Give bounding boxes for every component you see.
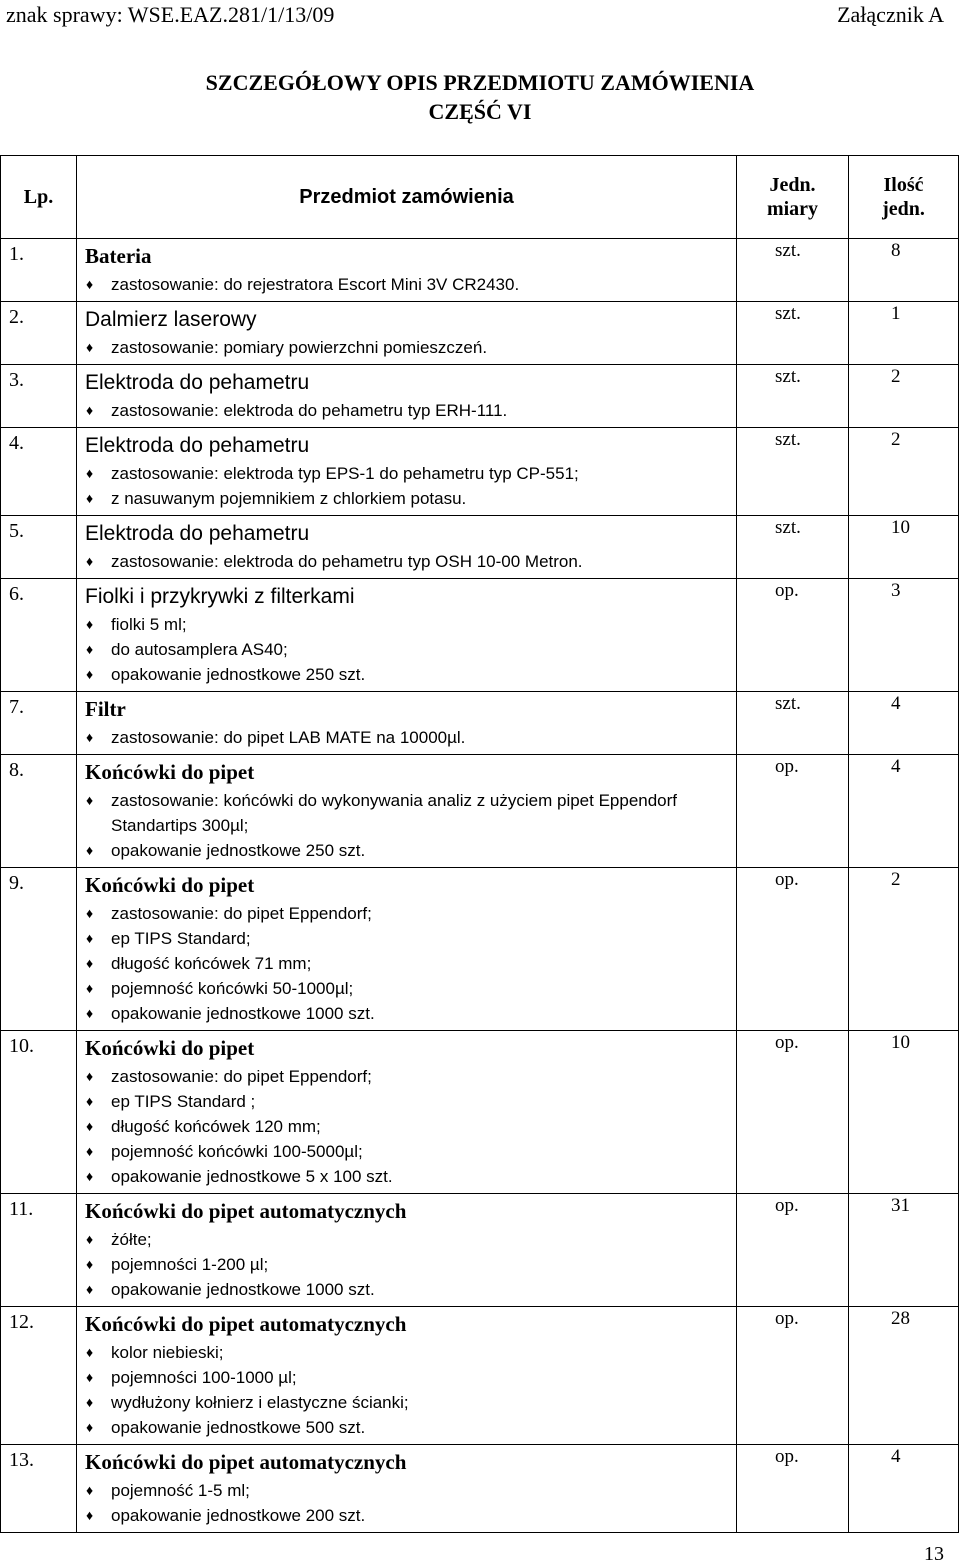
table-header-row <box>1 156 959 239</box>
item-detail: ♦ opakowanie jednostkowe 200 szt. <box>85 1503 732 1528</box>
item-title: Końcówki do pipet automatycznych <box>85 1199 407 1223</box>
item-title: Końcówki do pipet <box>85 1036 255 1060</box>
quantity-cell: 2 <box>849 365 959 428</box>
item-detail: ♦ zastosowanie: do pipet LAB MATE na 10000µl. <box>85 725 732 750</box>
row-number: 11. <box>1 1194 77 1307</box>
item-detail: ♦ zastosowanie: elektroda do pehametru typ ERH-111. <box>85 398 732 423</box>
item-detail: ♦ pojemności 1-200 µl; <box>85 1252 732 1277</box>
item-details-list <box>85 1340 732 1440</box>
quantity-cell: 8 <box>849 239 959 302</box>
item-detail: ♦ zastosowanie: końcówki do wykonywania analiz z użyciem pipet Eppendorf Standartips 300µl; <box>85 788 732 838</box>
item-detail: ♦ opakowanie jednostkowe 1000 szt. <box>85 1277 732 1302</box>
quantity-cell: 2 <box>849 868 959 1031</box>
item-detail: ♦ pojemność końcówki 50-1000µl; <box>85 976 732 1001</box>
table-row <box>1 365 959 428</box>
item-details-list <box>85 612 732 687</box>
header-unit <box>737 156 849 239</box>
quantity-cell: 4 <box>849 1445 959 1533</box>
quantity-cell: 2 <box>849 428 959 516</box>
table-row <box>1 1445 959 1533</box>
unit-cell: szt. <box>737 239 849 302</box>
quantity-cell: 10 <box>849 516 959 579</box>
item-detail: ♦ żółte; <box>85 1227 732 1252</box>
unit-cell: op. <box>737 868 849 1031</box>
row-number: 3. <box>1 365 77 428</box>
item-detail: ♦ pojemność 1-5 ml; <box>85 1478 732 1503</box>
item-details-list <box>85 335 732 360</box>
table-row <box>1 302 959 365</box>
item-detail: ♦ ep TIPS Standard ; <box>85 1089 732 1114</box>
item-cell <box>77 516 737 579</box>
quantity-cell: 31 <box>849 1194 959 1307</box>
quantity-cell: 3 <box>849 579 959 692</box>
row-number: 1. <box>1 239 77 302</box>
header-qty-line2: jedn. <box>882 198 925 220</box>
row-number: 4. <box>1 428 77 516</box>
item-title: Końcówki do pipet automatycznych <box>85 1312 407 1336</box>
row-number: 8. <box>1 755 77 868</box>
quantity-cell: 1 <box>849 302 959 365</box>
item-cell <box>77 239 737 302</box>
item-title: Końcówki do pipet automatycznych <box>85 1450 407 1474</box>
item-detail: ♦ opakowanie jednostkowe 1000 szt. <box>85 1001 732 1026</box>
quantity-cell: 28 <box>849 1307 959 1445</box>
table-row <box>1 868 959 1031</box>
item-cell <box>77 1307 737 1445</box>
unit-cell: szt. <box>737 516 849 579</box>
row-number: 2. <box>1 302 77 365</box>
header-unit-line1: Jedn. <box>769 174 816 196</box>
item-detail: ♦ zastosowanie: do pipet Eppendorf; <box>85 1064 732 1089</box>
item-title: Bateria <box>85 244 152 268</box>
header-item: Przedmiot zamówienia <box>77 156 737 239</box>
table-row <box>1 692 959 755</box>
header-qty-line1: Ilość <box>883 174 924 196</box>
document-title: SZCZEGÓŁOWY OPIS PRZEDMIOTU ZAMÓWIENIA <box>205 70 755 95</box>
table-row <box>1 755 959 868</box>
item-title: Elektroda do pehametru <box>85 522 310 545</box>
item-detail: ♦ pojemności 100-1000 µl; <box>85 1365 732 1390</box>
item-detail: ♦ z nasuwanym pojemnikiem z chlorkiem potasu. <box>85 486 732 511</box>
item-cell <box>77 868 737 1031</box>
quantity-cell: 10 <box>849 1031 959 1194</box>
table-row <box>1 1307 959 1445</box>
table-row <box>1 239 959 302</box>
unit-cell: szt. <box>737 365 849 428</box>
item-detail: ♦ zastosowanie: do pipet Eppendorf; <box>85 901 732 926</box>
item-cell <box>77 365 737 428</box>
header-lp: Lp. <box>1 156 77 239</box>
item-title: Elektroda do pehametru <box>85 434 310 457</box>
item-detail: ♦ zastosowanie: do rejestratora Escort Mini 3V CR2430. <box>85 272 732 297</box>
specification-table <box>0 155 959 1533</box>
item-details-list <box>85 549 732 574</box>
item-cell <box>77 579 737 692</box>
item-title: Elektroda do pehametru <box>85 371 310 394</box>
item-title: Dalmierz laserowy <box>85 308 257 331</box>
row-number: 12. <box>1 1307 77 1445</box>
row-number: 5. <box>1 516 77 579</box>
item-details-list <box>85 725 732 750</box>
item-detail: ♦ opakowanie jednostkowe 250 szt. <box>85 662 732 687</box>
item-detail: ♦ ep TIPS Standard; <box>85 926 732 951</box>
item-detail: ♦ opakowanie jednostkowe 250 szt. <box>85 838 732 863</box>
item-cell <box>77 428 737 516</box>
item-details-list <box>85 461 732 511</box>
unit-cell: szt. <box>737 692 849 755</box>
item-detail: ♦ opakowanie jednostkowe 5 x 100 szt. <box>85 1164 732 1189</box>
table-row <box>1 579 959 692</box>
item-detail: ♦ kolor niebieski; <box>85 1340 732 1365</box>
unit-cell: op. <box>737 579 849 692</box>
item-details-list <box>85 901 732 1026</box>
item-detail: ♦ zastosowanie: pomiary powierzchni pomieszczeń. <box>85 335 732 360</box>
item-detail: ♦ pojemność końcówki 100-5000µl; <box>85 1139 732 1164</box>
item-details-list <box>85 1227 732 1302</box>
row-number: 13. <box>1 1445 77 1533</box>
header-unit-line2: miary <box>766 198 819 220</box>
row-number: 10. <box>1 1031 77 1194</box>
page-number: 13 <box>924 1543 944 1565</box>
item-detail: ♦ fiolki 5 ml; <box>85 612 732 637</box>
table-row <box>1 428 959 516</box>
row-number: 9. <box>1 868 77 1031</box>
unit-cell: op. <box>737 1194 849 1307</box>
item-details-list <box>85 788 732 863</box>
item-details-list <box>85 272 732 297</box>
item-title: Fiolki i przykrywki z filterkami <box>85 585 355 608</box>
item-cell <box>77 1194 737 1307</box>
case-number: znak sprawy: WSE.EAZ.281/1/13/09 <box>6 2 335 27</box>
item-cell <box>77 1031 737 1194</box>
document-subtitle: CZĘŚĆ VI <box>428 99 532 124</box>
item-detail: ♦ długość końcówek 120 mm; <box>85 1114 732 1139</box>
item-cell <box>77 1445 737 1533</box>
unit-cell: szt. <box>737 428 849 516</box>
header-qty <box>849 156 959 239</box>
item-details-list <box>85 398 732 423</box>
row-number: 6. <box>1 579 77 692</box>
item-cell <box>77 692 737 755</box>
item-cell <box>77 302 737 365</box>
item-details-list <box>85 1478 732 1528</box>
unit-cell: szt. <box>737 302 849 365</box>
item-detail: ♦ opakowanie jednostkowe 500 szt. <box>85 1415 732 1440</box>
item-details-list <box>85 1064 732 1189</box>
item-detail: ♦ zastosowanie: elektroda typ EPS-1 do pehametru typ CP-551; <box>85 461 732 486</box>
item-detail: ♦ długość końcówek 71 mm; <box>85 951 732 976</box>
item-cell <box>77 755 737 868</box>
quantity-cell: 4 <box>849 755 959 868</box>
table-row <box>1 516 959 579</box>
attachment-label: Załącznik A <box>837 2 944 27</box>
table-row <box>1 1031 959 1194</box>
quantity-cell: 4 <box>849 692 959 755</box>
item-detail: ♦ zastosowanie: elektroda do pehametru typ OSH 10-00 Metron. <box>85 549 732 574</box>
table-row <box>1 1194 959 1307</box>
item-title: Końcówki do pipet <box>85 873 255 897</box>
item-title: Filtr <box>85 697 126 721</box>
item-detail: ♦ do autosamplera AS40; <box>85 637 732 662</box>
unit-cell: op. <box>737 755 849 868</box>
row-number: 7. <box>1 692 77 755</box>
item-detail: ♦ wydłużony kołnierz i elastyczne ścianki; <box>85 1390 732 1415</box>
unit-cell: op. <box>737 1031 849 1194</box>
unit-cell: op. <box>737 1445 849 1533</box>
unit-cell: op. <box>737 1307 849 1445</box>
item-title: Końcówki do pipet <box>85 760 255 784</box>
